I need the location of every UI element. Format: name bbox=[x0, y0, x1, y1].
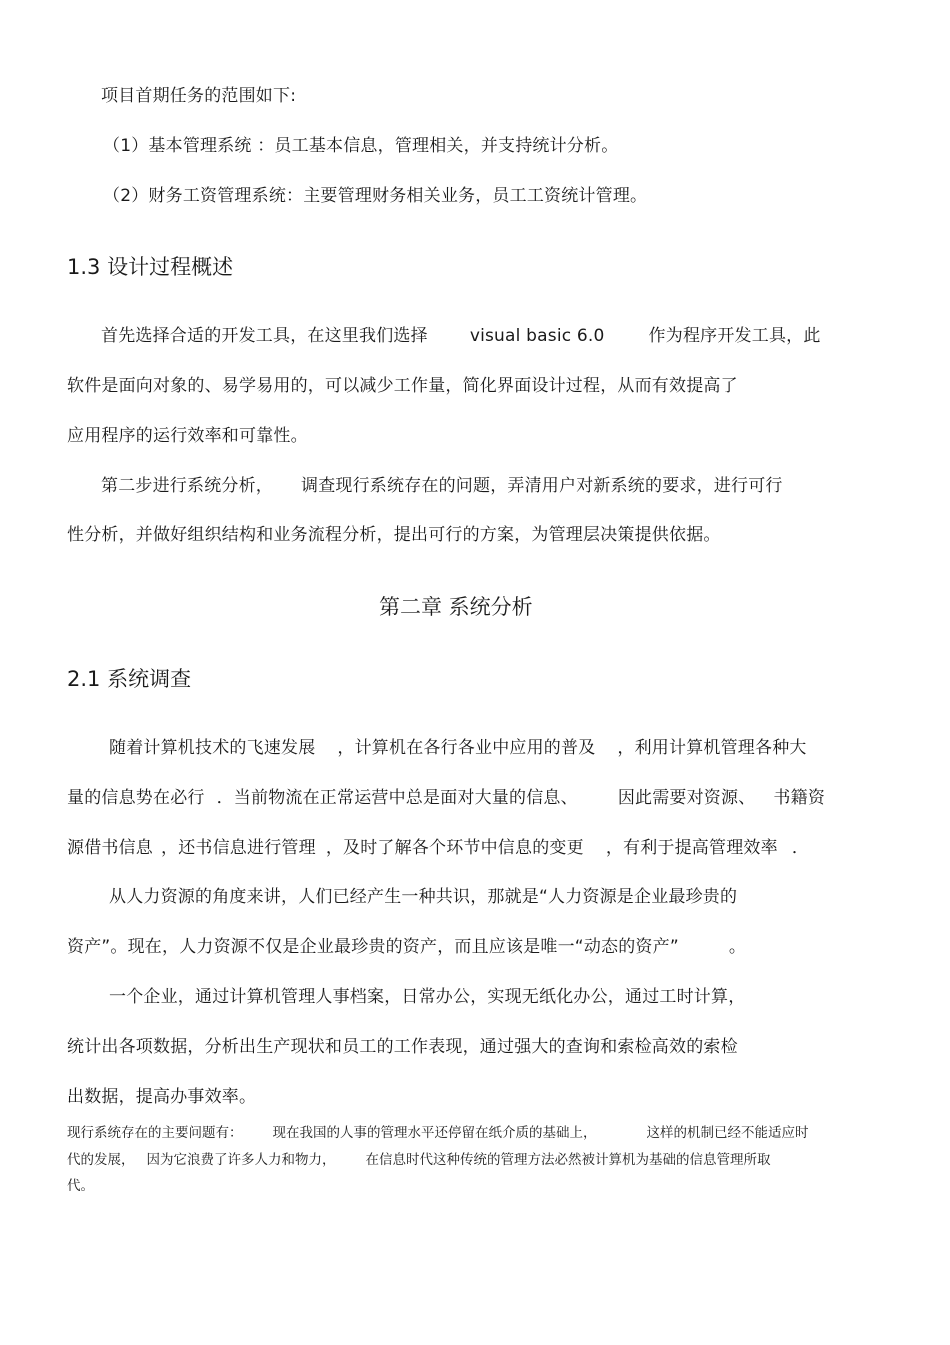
text-segment: ，利用计算机管理各种大 bbox=[617, 738, 807, 758]
paragraph-line: 从人力资源的角度来讲，人们已经产生一种共识，那就是“人力资源是企业最珍贵的 bbox=[109, 887, 738, 907]
paragraph-line bbox=[67, 936, 746, 958]
section-heading-2-1: 2.1 系统调查 bbox=[67, 667, 192, 691]
paragraph-line: 应用程序的运行效率和可靠性。 bbox=[67, 426, 308, 446]
text-segment: ． bbox=[791, 838, 810, 858]
text-segment: ．当前物流在正常运营中总是面对大量的信息、 bbox=[216, 788, 578, 808]
chapter-title: 第二章 系统分析 bbox=[379, 595, 533, 619]
text-segment: 源借书信息 bbox=[67, 838, 153, 858]
paragraph-line: 出数据，提高办事效率。 bbox=[67, 1087, 257, 1107]
text-segment: 作为程序开发工具，此 bbox=[648, 326, 821, 346]
section-heading-1-3: 1.3 设计过程概述 bbox=[67, 255, 234, 279]
text-segment: 书籍资 bbox=[773, 788, 826, 808]
text-segment: 现在我国的人事的管理水平还停留在纸介质的基础上， bbox=[272, 1125, 597, 1141]
text-segment: 这样的机制已经不能适应时 bbox=[646, 1125, 809, 1141]
text-segment: 首先选择合适的开发工具，在这里我们选择 bbox=[101, 326, 428, 346]
text-segment: ，还书信息进行管理 bbox=[161, 838, 316, 858]
note-line: 代。 bbox=[67, 1178, 94, 1194]
paragraph-line bbox=[67, 787, 825, 809]
text-segment: ，及时了解各个环节中信息的变更 bbox=[325, 838, 584, 858]
scope-item-2: （2）财务工资管理系统：主要管理财务相关业务，员工工资统计管理。 bbox=[103, 186, 648, 206]
paragraph-line bbox=[109, 737, 807, 759]
note-line bbox=[67, 1124, 809, 1142]
text-segment: 量的信息势在必行 bbox=[67, 788, 205, 808]
text-segment: 因此需要对资源、 bbox=[617, 788, 756, 808]
paragraph-line: 统计出各项数据，分析出生产现状和员工的工作表现，通过强大的查询和索检高效的索检 bbox=[67, 1037, 738, 1057]
text-segment: 调查现行系统存在的问题，弄清用户对新系统的要求，进行可行 bbox=[301, 476, 783, 496]
text-segment: 在信息时代这种传统的管理方法必然被计算机为基础的信息管理所取 bbox=[365, 1152, 771, 1168]
text-segment: 资产”。现在，人力资源不仅是企业最珍贵的资产，而且应该是唯一“动态的资产” bbox=[67, 937, 679, 957]
text-segment: 因为它浪费了许多人力和物力， bbox=[146, 1152, 336, 1168]
paragraph-line: 软件是面向对象的、易学易用的，可以减少工作量，简化界面设计过程，从而有效提高了 bbox=[67, 376, 738, 396]
paragraph-line bbox=[67, 837, 809, 859]
software-name: visual basic 6.0 bbox=[469, 326, 605, 346]
text-segment: ，有利于提高管理效率 bbox=[605, 838, 778, 858]
paragraph-line bbox=[101, 325, 821, 347]
text-segment: 现行系统存在的主要问题有： bbox=[67, 1125, 243, 1141]
text-segment: 。 bbox=[728, 937, 747, 957]
note-line bbox=[67, 1151, 771, 1169]
paragraph-line: 一个企业，通过计算机管理人事档案，日常办公，实现无纸化办公，通过工时计算， bbox=[109, 987, 746, 1007]
paragraph-line: 性分析，并做好组织结构和业务流程分析，提出可行的方案，为管理层决策提供依据。 bbox=[67, 525, 721, 545]
text-segment: 第二步进行系统分析， bbox=[101, 476, 273, 496]
paragraph-line bbox=[101, 475, 783, 497]
scope-item-1: （1）基本管理系统 ：员工基本信息，管理相关，并支持统计分析。 bbox=[103, 136, 619, 156]
text-segment: 随着计算机技术的飞速发展 bbox=[109, 738, 316, 758]
scope-title: 项目首期任务的范围如下: bbox=[101, 86, 297, 106]
text-segment: ，计算机在各行各业中应用的普及 bbox=[337, 738, 596, 758]
text-segment: 代的发展， bbox=[67, 1152, 135, 1168]
